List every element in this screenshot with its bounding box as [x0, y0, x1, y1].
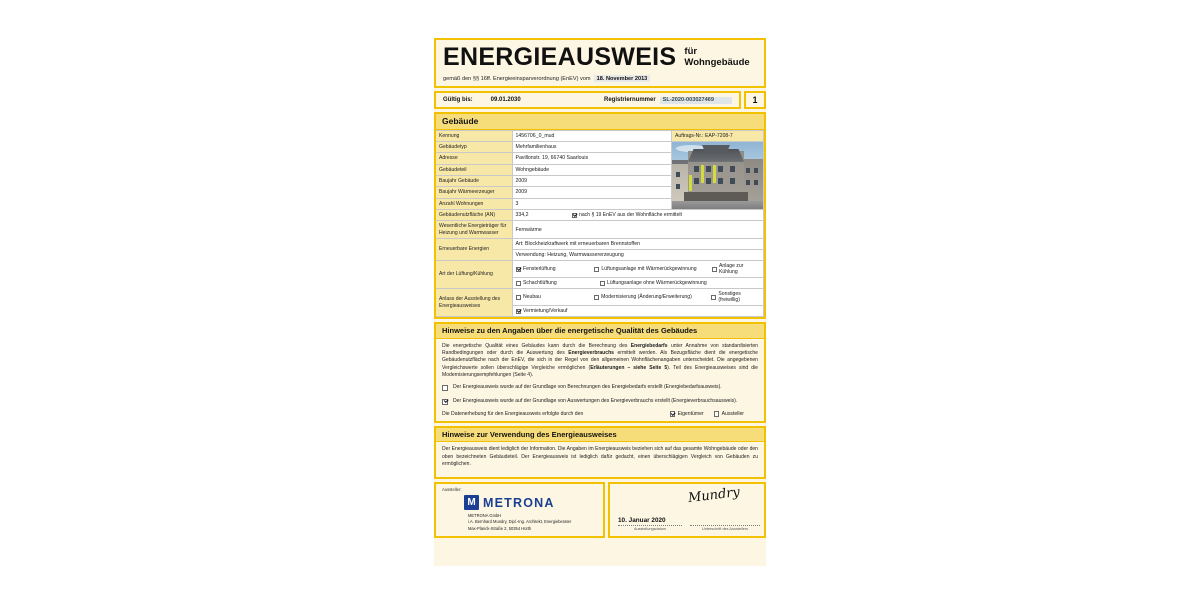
nutzflaeche-value: 334,2: [515, 212, 529, 219]
validity-value: 09.01.2030: [490, 97, 521, 103]
checkbox-icon[interactable]: [670, 411, 676, 417]
reason-options-row-2: [512, 306, 764, 317]
legal-basis-line: [443, 75, 757, 82]
row-label-adresse: Adresse: [436, 153, 512, 164]
reason-option-vermietung-verkauf[interactable]: [516, 308, 761, 314]
row-label-anzahl-wohnungen: Anzahl Wohnungen: [436, 198, 512, 209]
table-row: [436, 210, 764, 221]
table-row: [436, 289, 764, 306]
page-number-badge: 1: [744, 91, 766, 109]
option-label: Modernisierung (Änderung/Erweiterung): [601, 294, 692, 301]
building-photo-image: [672, 142, 763, 209]
paragraph-bold-3: Erläuterungen – siehe Seite 5: [590, 364, 668, 371]
metrona-logo-icon: M: [464, 495, 479, 510]
paragraph-bold-2: Energieverbrauchs: [568, 349, 614, 356]
table-row: [436, 239, 764, 250]
ventilation-options-row-1: [512, 261, 764, 278]
checkbox-icon[interactable]: [711, 295, 716, 300]
data-collection-row: [436, 408, 764, 421]
checkbox-icon[interactable]: [594, 267, 599, 272]
row-label-kennung: Kennung: [436, 130, 512, 141]
building-photo: [672, 141, 764, 209]
issue-date-caption: Ausstellungsdatum: [618, 525, 682, 531]
validity-label: Gültig bis:: [443, 97, 473, 103]
document-header: [434, 38, 766, 88]
row-label-anlass: Anlass der Ausstellung des Energieausweises: [436, 289, 512, 317]
row-value-nutzflaeche-cell: [512, 210, 764, 221]
checkbox-icon[interactable]: [442, 385, 448, 391]
checkbox-icon[interactable]: [516, 309, 521, 314]
checkbox-icon[interactable]: [600, 281, 605, 286]
document-title: ENERGIEAUSWEIS: [443, 43, 677, 71]
issuer-line-3: Max-Planck-Straße 2, 50354 Hürth: [468, 525, 532, 531]
signature-block: [608, 482, 766, 537]
row-label-gebaeudeteil: Gebäudeteil: [436, 164, 512, 175]
building-data-table: [436, 130, 764, 318]
option-energieverbrauchsausweis[interactable]: [442, 398, 758, 405]
paragraph-part-4: ). Teil des Energieausweises sind die Modernisierungsempfehlungen (Seite 4).: [442, 364, 758, 378]
row-label-erneuerbare: Erneuerbare Energien: [436, 239, 512, 261]
option-label: Aussteller: [721, 410, 744, 417]
row-value-anzahl-wohnungen: 3: [512, 198, 672, 209]
row-value-gebaeudetyp: Mehrfamilienhaus: [512, 141, 672, 152]
nutzflaeche-note-checkbox-row[interactable]: [572, 212, 682, 218]
issue-date: 10. Januar 2020: [618, 516, 666, 524]
paragraph-bold-1: Energiebedarfs: [630, 342, 668, 349]
issuer-line-2: i.A. Bernhard Mundry, Dipl.-Ing. Architekt, Energieberater: [468, 519, 572, 525]
row-label-lueftung: Art der Lüftung/Kühlung: [436, 261, 512, 289]
issuer-label: Aussteller:: [442, 487, 462, 493]
signature-caption: Unterschrift des Ausstellers: [690, 525, 760, 531]
building-section: [434, 112, 766, 319]
option-label: Vermietung/Verkauf: [523, 308, 568, 315]
ventilation-option-kuehlung[interactable]: [712, 263, 761, 275]
ventilation-options-row-2: [512, 278, 764, 289]
legal-basis-date: 18. November 2013: [594, 75, 651, 82]
collection-option-aussteller[interactable]: [714, 411, 744, 417]
checkbox-icon[interactable]: [442, 399, 448, 405]
paragraph-part-1: Die energetische Qualität eines Gebäudes kann durch die Berechnung des: [442, 342, 631, 349]
order-number-cell: [672, 130, 764, 141]
paragraph-part-2: unter Annahme von standardisierten Randbedingungen oder durch die Auswertung des: [442, 342, 758, 356]
checkbox-icon[interactable]: [714, 411, 720, 417]
notes-quality-title: Hinweise zu den Angaben über die energetische Qualität des Gebäudes: [436, 324, 764, 339]
option-label: Eigentümer: [677, 410, 704, 417]
table-row: [436, 261, 764, 278]
option-label: Der Energieausweis wurde auf der Grundlage von Berechnungen des Energiebedarfs erstellt (Energiebedarfsausweis).: [453, 384, 722, 391]
building-section-title: Gebäude: [436, 114, 764, 130]
table-row: [436, 141, 764, 152]
metrona-logo: [464, 495, 597, 510]
checkbox-icon[interactable]: [712, 267, 717, 272]
table-row: [436, 221, 764, 239]
order-number-label: Auftrags-Nr.:: [675, 132, 704, 139]
metrona-logo-text: METRONA: [483, 495, 555, 510]
certificate-basis-options: [436, 382, 764, 408]
option-label: Schachtlüftung: [523, 280, 557, 287]
row-value-gebaeudeteil: Wohngebäude: [512, 164, 672, 175]
option-label: Fensterlüftung: [523, 266, 556, 273]
notes-quality-section: [434, 322, 766, 423]
nutzflaeche-note-label: nach § 19 EnEV aus der Wohnfläche ermittelt: [579, 212, 682, 219]
option-energiebedarfsausweis[interactable]: [442, 384, 758, 391]
row-label-energietraeger: Wesentliche Energieträger für Heizung und Warmwasser: [436, 221, 512, 239]
row-value-baujahr-gebaeude: 2009: [512, 175, 672, 186]
order-number-value: EAP-7208-7: [705, 132, 733, 139]
registration-value: SL-2020-003027469: [660, 97, 732, 104]
reason-option-neubau[interactable]: [516, 294, 594, 300]
registration-label: Registriernummer: [603, 97, 656, 103]
issuer-block: [434, 482, 605, 537]
issuer-line-1: METRONA GmbH: [468, 513, 502, 519]
checkbox-icon[interactable]: [516, 281, 521, 286]
ventilation-option-ohne-waermerueckgewinnung[interactable]: [600, 280, 707, 286]
notes-usage-title: Hinweise zur Verwendung des Energieausweises: [436, 428, 764, 443]
checkbox-icon[interactable]: [594, 295, 599, 300]
option-label: Lüftungsanlage ohne Wärmerückgewinnung: [607, 280, 707, 287]
row-label-baujahr-gebaeude: Baujahr Gebäude: [436, 175, 512, 186]
checkbox-icon[interactable]: [516, 267, 521, 272]
reason-options-row-1: [512, 289, 764, 306]
checkbox-icon[interactable]: [572, 213, 577, 218]
row-value-erneuerbare-verwendung: Verwendung: Heizung, Warmwassererzeugung: [512, 250, 764, 261]
row-label-nutzflaeche: Gebäudenutzfläche (AN): [436, 210, 512, 221]
option-label: Lüftungsanlage mit Wärmerückgewinnung: [601, 266, 697, 273]
document-subtitle: für Wohngebäude: [684, 46, 750, 68]
validity-and-registration: [434, 91, 741, 109]
ventilation-option-schachtlueftung[interactable]: [516, 280, 600, 286]
ventilation-option-mit-waermerueckgewinnung[interactable]: [594, 266, 712, 272]
row-label-gebaeudetyp: Gebäudetyp: [436, 141, 512, 152]
row-value-energietraeger: Fernwärme: [512, 221, 764, 239]
data-collection-text: Die Datenerhebung für den Energieausweis erfolgte durch den: [442, 410, 584, 417]
energieausweis-document: [434, 38, 766, 566]
collection-option-eigentuemer[interactable]: [670, 411, 704, 417]
legal-basis-text: gemäß den §§ 16ff. Energieeinsparverordnung (EnEV) vom: [443, 75, 591, 82]
option-label: Neubau: [523, 294, 541, 301]
option-label: Anlage zur Kühlung: [719, 263, 744, 276]
option-label: Sonstiges (freiwillig): [718, 291, 741, 304]
row-value-kennung: 1456706_0_mud: [512, 130, 672, 141]
notes-quality-paragraph: [436, 339, 764, 383]
document-footer: [434, 482, 766, 537]
header-meta-row: [434, 91, 766, 109]
option-label: Der Energieausweis wurde auf der Grundlage von Auswertungen des Energieverbrauchs erstellt (Energieverbrauchsausweis).: [453, 398, 738, 405]
reason-option-sonstiges[interactable]: [711, 291, 760, 303]
issuer-address: [468, 513, 597, 531]
registration-group: [604, 97, 732, 104]
header-title-row: [443, 45, 757, 70]
paragraph-part-3: ermittelt werden. Als Bezugsfläche dient die energetische Gebäudenutzfläche nach der EnEV, die sich in der Regel von den allgemeinen Wohnflächenangaben unterscheidet. Die angegebenen Vergleichswerte sollen überschlägige Vergleiche ermöglichen (: [442, 349, 758, 371]
signature-mark: Mundry: [687, 485, 741, 507]
row-value-erneuerbare-art: Art: Blockheizkraftwerk mit erneuerbaren Brennstoffen: [512, 239, 764, 250]
row-label-baujahr-waermeerzeuger: Baujahr Wärmeerzeuger: [436, 187, 512, 198]
notes-usage-paragraph: Der Energieausweis dient lediglich der Information. Die Angaben im Energieausweis beziehen sich auf das gesamte Wohngebäude oder den oben bezeichneten Gebäudeteil. Der Energieausweis ist lediglich dafür gedacht, einen überschlägigen Vergleich von Gebäuden zu ermöglichen.: [442, 446, 758, 468]
reason-option-modernisierung[interactable]: [594, 294, 711, 300]
notes-usage-section: [434, 426, 766, 479]
ventilation-option-fensterlueftung[interactable]: [516, 266, 594, 272]
table-row: [436, 130, 764, 141]
row-value-adresse: Pavillonstr. 19, 66740 Saarlouis: [512, 153, 672, 164]
row-value-baujahr-waermeerzeuger: 2009: [512, 187, 672, 198]
checkbox-icon[interactable]: [516, 295, 521, 300]
